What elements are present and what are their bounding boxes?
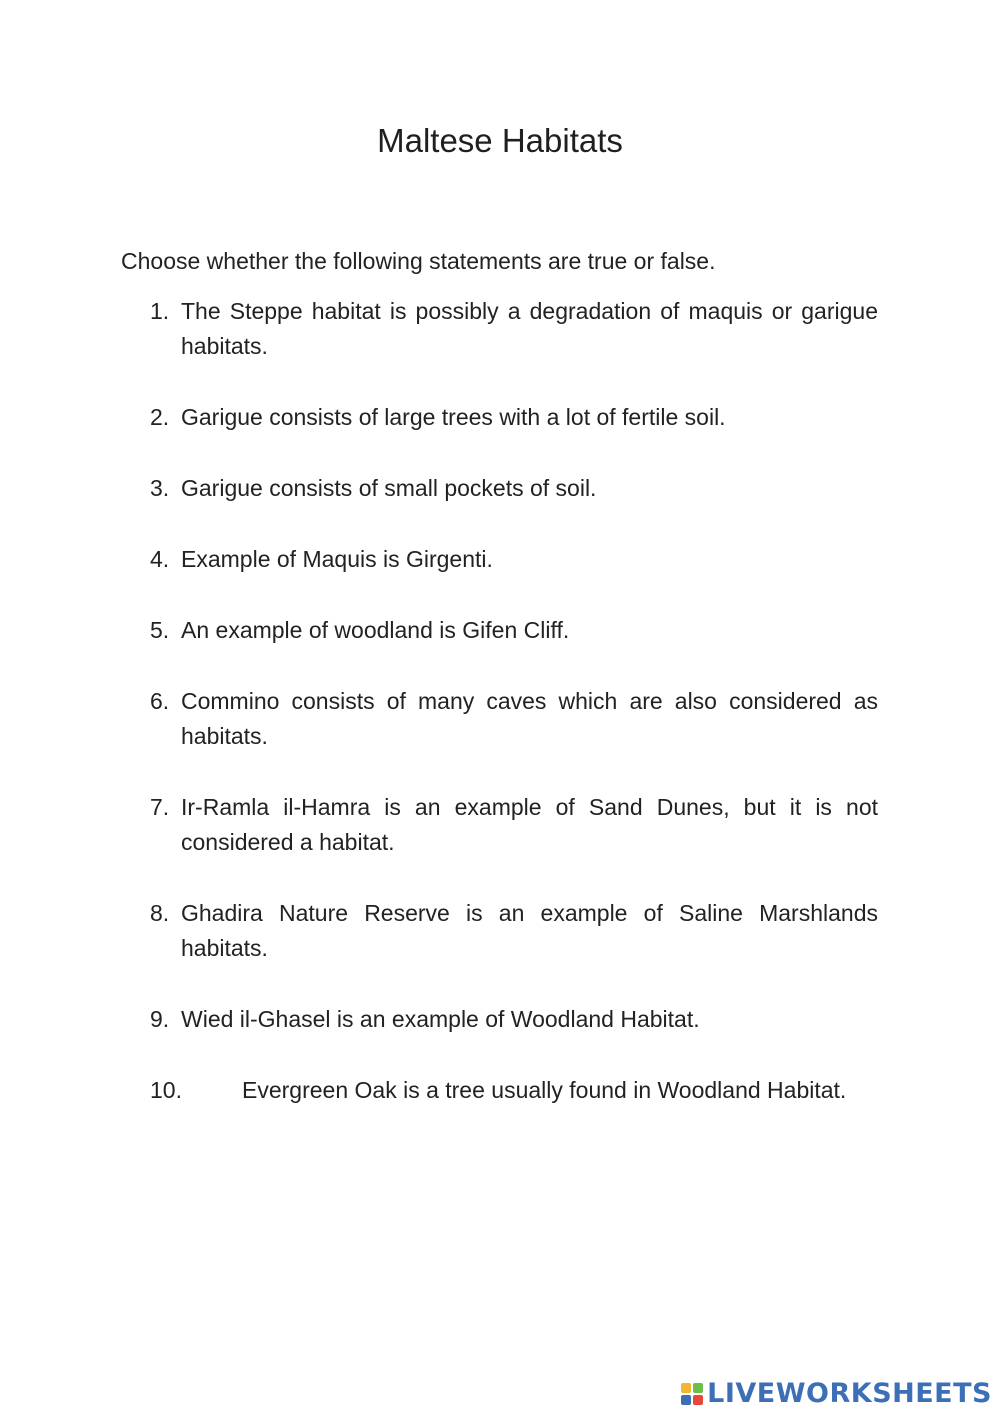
question-number: 3.: [150, 475, 170, 501]
question-text: An example of woodland is Gifen Cliff.: [181, 617, 570, 643]
question-item: [150, 542, 878, 577]
question-number: 5.: [150, 617, 170, 643]
brand-name: LIVEWORKSHEETS: [707, 1378, 992, 1409]
question-number: 4.: [150, 546, 170, 572]
question-text: Example of Maquis is Girgenti.: [181, 546, 493, 572]
question-item: [150, 1002, 878, 1037]
question-text: Commino consists of many caves which are also considered as habitats.: [181, 688, 878, 749]
question-item: [150, 400, 878, 435]
question-text: Evergreen Oak is a tree usually found in Woodland Habitat.: [242, 1077, 847, 1103]
question-number: 1.: [150, 298, 170, 324]
question-item: [150, 294, 878, 364]
question-number: 2.: [150, 404, 170, 430]
question-item: [150, 790, 878, 860]
question-number: 6.: [150, 688, 170, 714]
instructions: Choose whether the following statements are true or false.: [121, 248, 716, 274]
page-title: Maltese Habitats: [377, 122, 623, 159]
question-number: 10.: [150, 1077, 182, 1103]
question-item: [150, 613, 878, 648]
question-text: Wied il-Ghasel is an example of Woodland Habitat.: [181, 1006, 700, 1032]
question-text: Garigue consists of large trees with a lot of fertile soil.: [181, 404, 726, 430]
question-text: Garigue consists of small pockets of soil.: [181, 475, 597, 501]
question-number: 9.: [150, 1006, 170, 1032]
liveworksheets-watermark: [681, 1378, 992, 1409]
liveworksheets-logo-icon: [681, 1383, 703, 1405]
question-text: Ghadira Nature Reserve is an example of Saline Marshlands habitats.: [181, 900, 878, 961]
question-text: Ir-Ramla il-Hamra is an example of Sand Dunes, but it is not considered a habitat.: [181, 794, 878, 855]
question-number: 8.: [150, 900, 170, 926]
question-list: [150, 294, 878, 1144]
question-item: [150, 684, 878, 754]
question-number: 7.: [150, 794, 170, 820]
question-text: The Steppe habitat is possibly a degradation of maquis or garigue habitats.: [181, 298, 878, 359]
question-item: [150, 471, 878, 506]
question-item: [150, 896, 878, 966]
question-item: [150, 1073, 878, 1108]
